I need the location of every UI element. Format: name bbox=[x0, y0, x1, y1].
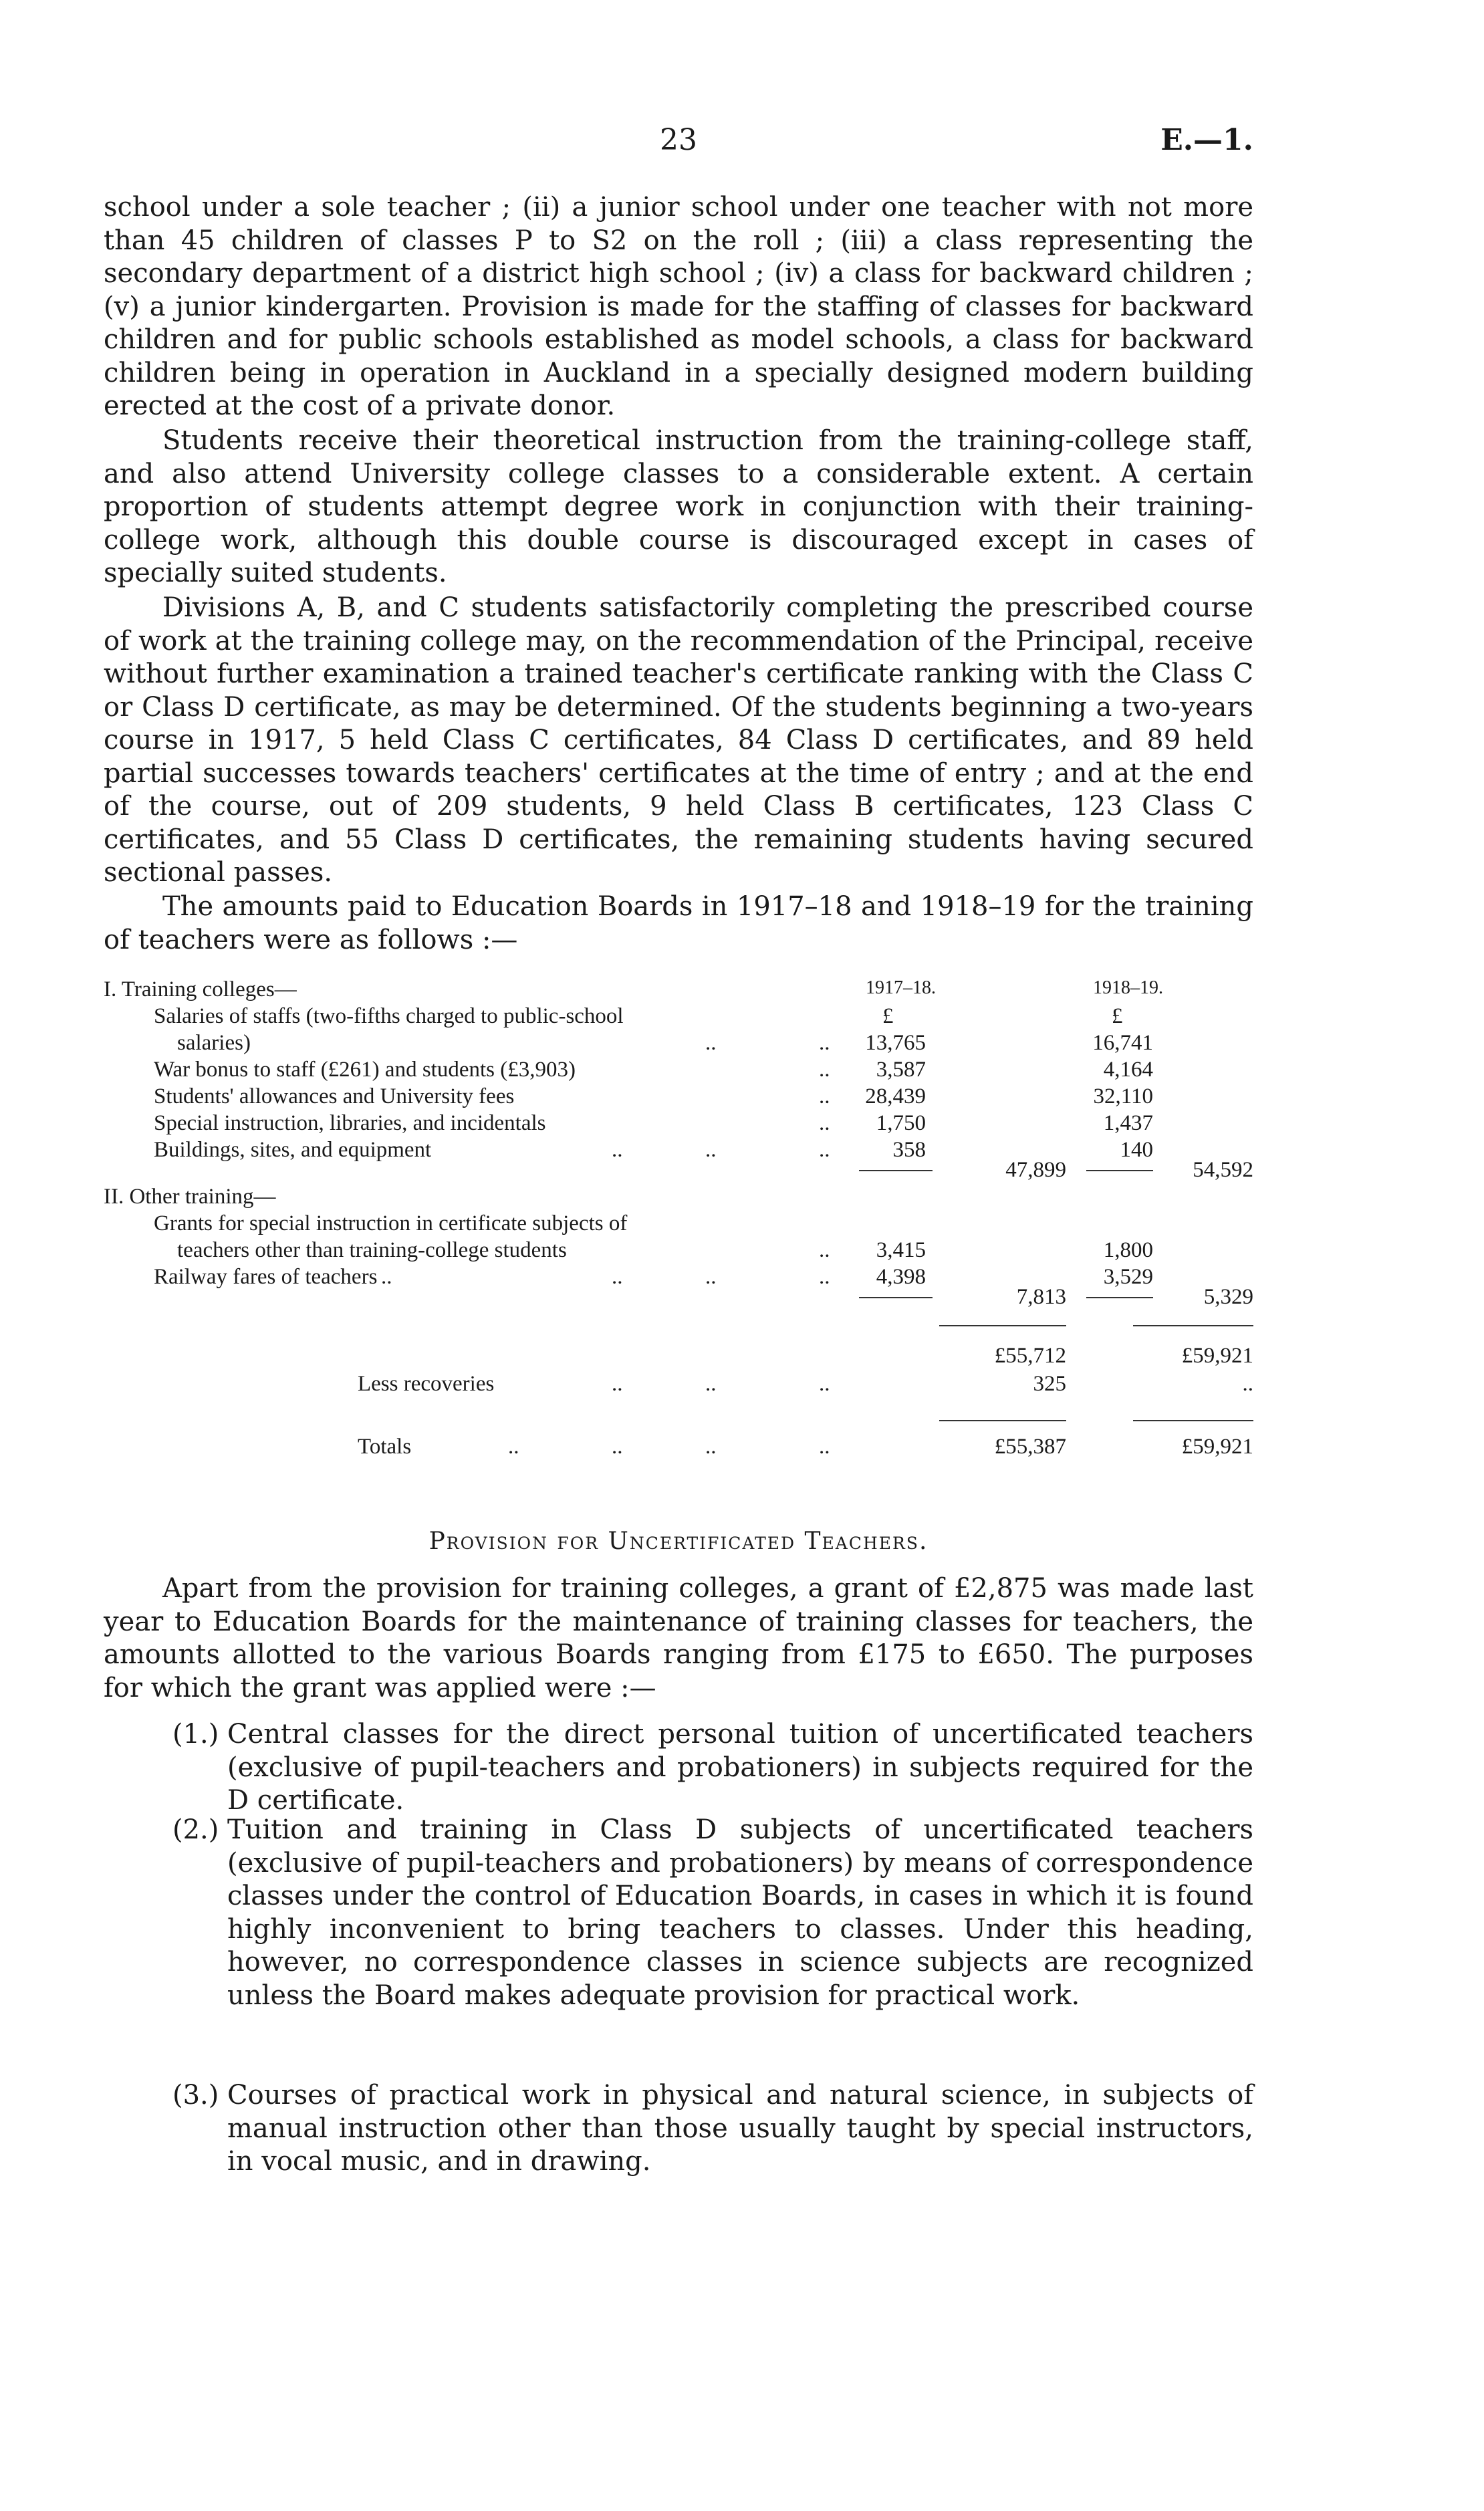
table-row bbox=[104, 1185, 1253, 1211]
subtotal-1918: 5,329 bbox=[1203, 1285, 1253, 1309]
row-label: teachers other than training-college students bbox=[177, 1238, 567, 1262]
cell-1918: 3,529 bbox=[1103, 1265, 1153, 1289]
leader-dots: .. bbox=[819, 1138, 830, 1162]
column-header-1917: 1917–18. bbox=[866, 977, 936, 998]
leader-dots: .. bbox=[819, 1111, 830, 1135]
cell-1917: 3,415 bbox=[876, 1238, 926, 1262]
gross-1917: £55,712 bbox=[994, 1344, 1066, 1368]
rule bbox=[1133, 1325, 1253, 1326]
total-1918: £59,921 bbox=[1181, 1435, 1253, 1459]
leader-dots: .. bbox=[819, 1084, 830, 1108]
row-label: Buildings, sites, and equipment bbox=[154, 1138, 432, 1162]
table-row bbox=[104, 1211, 1253, 1238]
section-label: I. Training colleges— bbox=[104, 977, 297, 1001]
list-item bbox=[172, 1718, 1253, 1818]
rule bbox=[1133, 1420, 1253, 1421]
leader-dots: .. bbox=[705, 1031, 717, 1055]
currency-symbol: £ bbox=[882, 1004, 894, 1028]
currency-symbol: £ bbox=[1112, 1004, 1123, 1028]
paragraph-5: Apart from the provision for training colleges, a grant of £2,875 was made last year to Education Boards for the maintenance of training classes for teachers, the amounts allotted to the various Boards ranging from £175 to £650. The purposes for which the grant was applied were :— bbox=[104, 1573, 1253, 1703]
subtotal-1918: 54,592 bbox=[1193, 1158, 1253, 1182]
subtotal-1917: 47,899 bbox=[1005, 1158, 1066, 1182]
row-label: Totals bbox=[358, 1435, 412, 1459]
cell-1917: 1,750 bbox=[876, 1111, 926, 1135]
row-label: Less recoveries bbox=[358, 1372, 495, 1396]
list-item-number: (1.) bbox=[172, 1719, 219, 1750]
table-row bbox=[104, 977, 1253, 1004]
section-label: II. Other training— bbox=[104, 1185, 276, 1209]
section-heading: Provision for Uncertificated Teachers. bbox=[428, 1528, 929, 1555]
paragraph-2: Students receive their theoretical instruction from the training-college staff, and also attend University college classes to a considerable extent. A certain proportion of students attempt degree work in conjunction with their training-college work, although this double course is discouraged except in cases of specially suited students. bbox=[104, 425, 1253, 588]
rule bbox=[939, 1420, 1066, 1421]
list-item-number: (2.) bbox=[172, 1814, 219, 1845]
paragraph-4: The amounts paid to Education Boards in 1917–18 and 1918–19 for the training of teachers were as follows :— bbox=[104, 891, 1253, 955]
table-row bbox=[104, 1058, 1253, 1084]
table-row bbox=[104, 1158, 1253, 1185]
leader-dots: .. bbox=[381, 1265, 392, 1289]
cell-1918: 140 bbox=[1120, 1138, 1153, 1162]
table-row bbox=[104, 1372, 1253, 1399]
list-item bbox=[172, 1814, 1253, 2012]
cell-1917: 358 bbox=[892, 1138, 926, 1162]
paragraph-1: school under a sole teacher ; (ii) a junior school under one teacher with not more than 45 children of classes P to S2 on the roll ; (iii) a class representing the secondary department of a district high school ; (iv) a class for backward children ; (v) a junior kindergarten. Provision is made for the staffing of classes for backward children and for public schools established as model schools, a class for backward children being in operation in Auckland in a specially designed modern building erected at the cost of a private donor. bbox=[104, 192, 1253, 421]
gross-1918: £59,921 bbox=[1181, 1344, 1253, 1368]
leader-dots: .. bbox=[612, 1265, 623, 1289]
leader-dots: .. bbox=[819, 1372, 830, 1396]
table-row bbox=[104, 1285, 1253, 1312]
rule bbox=[939, 1325, 1066, 1326]
table-row bbox=[104, 1111, 1253, 1138]
total-1917: £55,387 bbox=[994, 1435, 1066, 1459]
table-row bbox=[104, 1344, 1253, 1370]
leader-dots: .. bbox=[705, 1372, 717, 1396]
leader-dots: .. bbox=[612, 1435, 623, 1459]
list-item-number: (3.) bbox=[172, 2080, 219, 2111]
leader-dots: .. bbox=[705, 1265, 717, 1289]
column-header-1918: 1918–19. bbox=[1093, 977, 1163, 998]
row-label: War bonus to staff (£261) and students (£3,903) bbox=[154, 1058, 576, 1082]
paragraph-3: Divisions A, B, and C students satisfactorily completing the prescribed course of work at the training college may, on the recommendation of the Principal, receive without further examination a trained teacher's certificate ranking with the Class C or Class D certificate, as may be determined. Of the students beginning a two-years course in 1917, 5 held Class C certificates, 84 Class D certificates, and 89 held partial successes towards teachers' certificates at the time of entry ; and at the end of the course, out of 209 students, 9 held Class B certificates, 123 Class C certificates, and 55 Class D certificates, the remaining students having secured sectional passes. bbox=[104, 592, 1253, 888]
row-label: Salaries of staffs (two-fifths charged to public-school bbox=[154, 1004, 624, 1028]
leader-dots: .. bbox=[819, 1435, 830, 1459]
table-row bbox=[104, 1031, 1253, 1058]
cell-1918: 1,800 bbox=[1103, 1238, 1153, 1262]
row-label: Special instruction, libraries, and incidentals bbox=[154, 1111, 546, 1135]
list-item-text: Courses of practical work in physical and natural science, in subjects of manual instruction other than those usually taught by special instructors, in vocal music, and in drawing. bbox=[227, 2080, 1253, 2177]
cell-1918: 4,164 bbox=[1103, 1058, 1153, 1082]
leader-dots: .. bbox=[705, 1435, 717, 1459]
row-label: Grants for special instruction in certificate subjects of bbox=[154, 1211, 628, 1235]
cell-1918: 16,741 bbox=[1092, 1031, 1153, 1055]
document-reference: E.—1. bbox=[1160, 123, 1253, 157]
page-number: 23 bbox=[660, 123, 697, 157]
list-item-text: Tuition and training in Class D subjects of uncertificated teachers (exclusive of pupil-teachers and probationers) by means of correspondence classes under the control of Education Boards, in cases in which it is found highly inconvenient to bring teachers to classes. Under this heading, however, no correspondence classes in science subjects are recognized unless the Board makes adequate provision for practical work. bbox=[227, 1814, 1253, 2011]
leader-dots: .. bbox=[819, 1265, 830, 1289]
row-label: Students' allowances and University fees bbox=[154, 1084, 515, 1108]
leader-dots: .. bbox=[819, 1058, 830, 1082]
table-row bbox=[104, 1004, 1253, 1031]
cell-1917: 13,765 bbox=[865, 1031, 926, 1055]
page-header bbox=[104, 123, 1253, 163]
row-label: salaries) bbox=[177, 1031, 251, 1055]
recoveries-1917: 325 bbox=[1033, 1372, 1066, 1396]
leader-dots: .. bbox=[508, 1435, 519, 1459]
table-row bbox=[104, 1238, 1253, 1265]
leader-dots: .. bbox=[819, 1238, 830, 1262]
table-row bbox=[104, 1084, 1253, 1111]
cell-1917: 28,439 bbox=[865, 1084, 926, 1108]
subtotal-1917: 7,813 bbox=[1016, 1285, 1066, 1309]
cell-1917: 4,398 bbox=[876, 1265, 926, 1289]
cell-1917: 3,587 bbox=[876, 1058, 926, 1082]
list-item-text: Central classes for the direct personal tuition of uncertificated teachers (exclusive of pupil-teachers and probationers) in subjects required for the D certificate. bbox=[227, 1719, 1253, 1816]
table-row bbox=[104, 1435, 1253, 1461]
list-item bbox=[172, 2079, 1253, 2179]
cell-1918: 1,437 bbox=[1103, 1111, 1153, 1135]
recoveries-1918: .. bbox=[1242, 1372, 1253, 1396]
leader-dots: .. bbox=[612, 1138, 623, 1162]
leader-dots: .. bbox=[612, 1372, 623, 1396]
leader-dots: .. bbox=[819, 1031, 830, 1055]
leader-dots: .. bbox=[705, 1138, 717, 1162]
row-label: Railway fares of teachers bbox=[154, 1265, 378, 1289]
cell-1918: 32,110 bbox=[1093, 1084, 1153, 1108]
